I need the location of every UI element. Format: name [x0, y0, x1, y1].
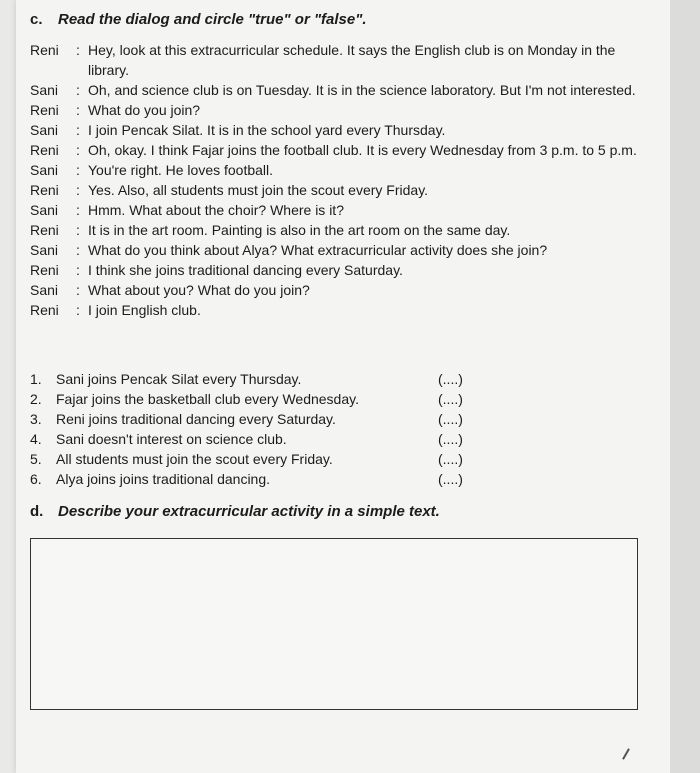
dialog-line [30, 80, 660, 100]
speaker-colon: : [76, 202, 80, 218]
dialog-line [30, 260, 660, 280]
speaker-name: Sani [30, 162, 59, 178]
section-c-heading [30, 11, 367, 28]
speaker-colon: : [76, 102, 80, 118]
speaker-name: Reni [30, 42, 59, 58]
speaker-colon: : [76, 262, 80, 278]
dialog-text: I think she joins traditional dancing every Saturday. [88, 262, 403, 278]
statement-text: Reni joins traditional dancing every Saturday. [56, 411, 336, 427]
dialog-line [30, 300, 660, 320]
speaker-name: Sani [30, 282, 59, 298]
section-d-heading [30, 503, 440, 520]
dialog-line [30, 160, 660, 180]
speaker-name: Reni [30, 222, 59, 238]
dialog-text: What do you think about Alya? What extracurricular activity does she join? [88, 242, 548, 258]
statement-number: 1. [30, 371, 42, 387]
answer-blank[interactable]: (....) [438, 371, 463, 387]
dialog-line [30, 240, 660, 260]
answer-blank[interactable]: (....) [438, 411, 463, 427]
speaker-colon: : [76, 222, 80, 238]
statement-text: Alya joins joins traditional dancing. [56, 471, 271, 487]
speaker-name: Sani [30, 202, 59, 218]
speaker-name: Sani [30, 82, 59, 98]
section-c-instruction: Read the dialog and circle "true" or "false". [58, 11, 367, 28]
speaker-colon: : [76, 162, 80, 178]
speaker-colon: : [76, 42, 80, 58]
answer-box[interactable] [30, 538, 638, 710]
dialog [30, 40, 660, 320]
dialog-text: I join Pencak Silat. It is in the school yard every Thursday. [88, 122, 446, 138]
answer-blank[interactable]: (....) [438, 451, 463, 467]
statement-number: 6. [30, 471, 42, 487]
section-c-letter: c. [30, 11, 43, 28]
dialog-text: Yes. Also, all students must join the scout every Friday. [88, 182, 429, 198]
dialog-line [30, 200, 660, 220]
answer-blank[interactable]: (....) [438, 391, 463, 407]
page-edge-shadow [670, 0, 700, 773]
dialog-text: You're right. He loves football. [88, 162, 274, 178]
dialog-line [30, 140, 660, 160]
statement-item [30, 369, 490, 389]
statement-text: Sani joins Pencak Silat every Thursday. [56, 371, 302, 387]
speaker-name: Sani [30, 242, 59, 258]
statement-text: Sani doesn't interest on science club. [56, 431, 287, 447]
speaker-colon: : [76, 242, 80, 258]
statement-item [30, 469, 490, 489]
dialog-text: I join English club. [88, 302, 201, 318]
speaker-colon: : [76, 142, 80, 158]
speaker-colon: : [76, 82, 80, 98]
statement-number: 4. [30, 431, 42, 447]
dialog-line [30, 100, 660, 120]
dialog-text: It is in the art room. Painting is also in the art room on the same day. [88, 222, 511, 238]
worksheet-page [16, 0, 670, 773]
dialog-text: Oh, and science club is on Tuesday. It is in the science laboratory. But I'm not interested. [88, 82, 636, 98]
speaker-colon: : [76, 302, 80, 318]
speaker-name: Sani [30, 122, 59, 138]
statement-text: All students must join the scout every Friday. [56, 451, 333, 467]
dialog-text: Hey, look at this extracurricular schedule. It says the English club is on Monday in the library. [88, 42, 616, 78]
section-d-letter: d. [30, 503, 44, 520]
statement-number: 3. [30, 411, 42, 427]
statement-item [30, 429, 490, 449]
speaker-colon: : [76, 182, 80, 198]
dialog-text: Oh, okay. I think Fajar joins the football club. It is every Wednesday from 3 p.m. to 5 p.m. [88, 142, 637, 158]
dialog-line [30, 120, 660, 140]
dialog-text: What do you join? [88, 102, 201, 118]
speaker-colon: : [76, 122, 80, 138]
dialog-line [30, 220, 660, 240]
dialog-line [30, 180, 660, 200]
speaker-name: Reni [30, 182, 59, 198]
dialog-text: What about you? What do you join? [88, 282, 310, 298]
section-d-instruction: Describe your extracurricular activity in a simple text. [58, 503, 440, 520]
speaker-name: Reni [30, 102, 59, 118]
statement-item [30, 449, 490, 469]
speaker-name: Reni [30, 302, 59, 318]
answer-blank[interactable]: (....) [438, 431, 463, 447]
dialog-text: Hmm. What about the choir? Where is it? [88, 202, 344, 218]
statement-number: 5. [30, 451, 42, 467]
dialog-line [30, 280, 660, 300]
statement-number: 2. [30, 391, 42, 407]
answer-blank[interactable]: (....) [438, 471, 463, 487]
speaker-colon: : [76, 282, 80, 298]
dialog-line [30, 40, 660, 80]
statement-list [30, 369, 490, 489]
speaker-name: Reni [30, 142, 59, 158]
speaker-name: Reni [30, 262, 59, 278]
statement-text: Fajar joins the basketball club every Wednesday. [56, 391, 359, 407]
statement-item [30, 389, 490, 409]
statement-item [30, 409, 490, 429]
